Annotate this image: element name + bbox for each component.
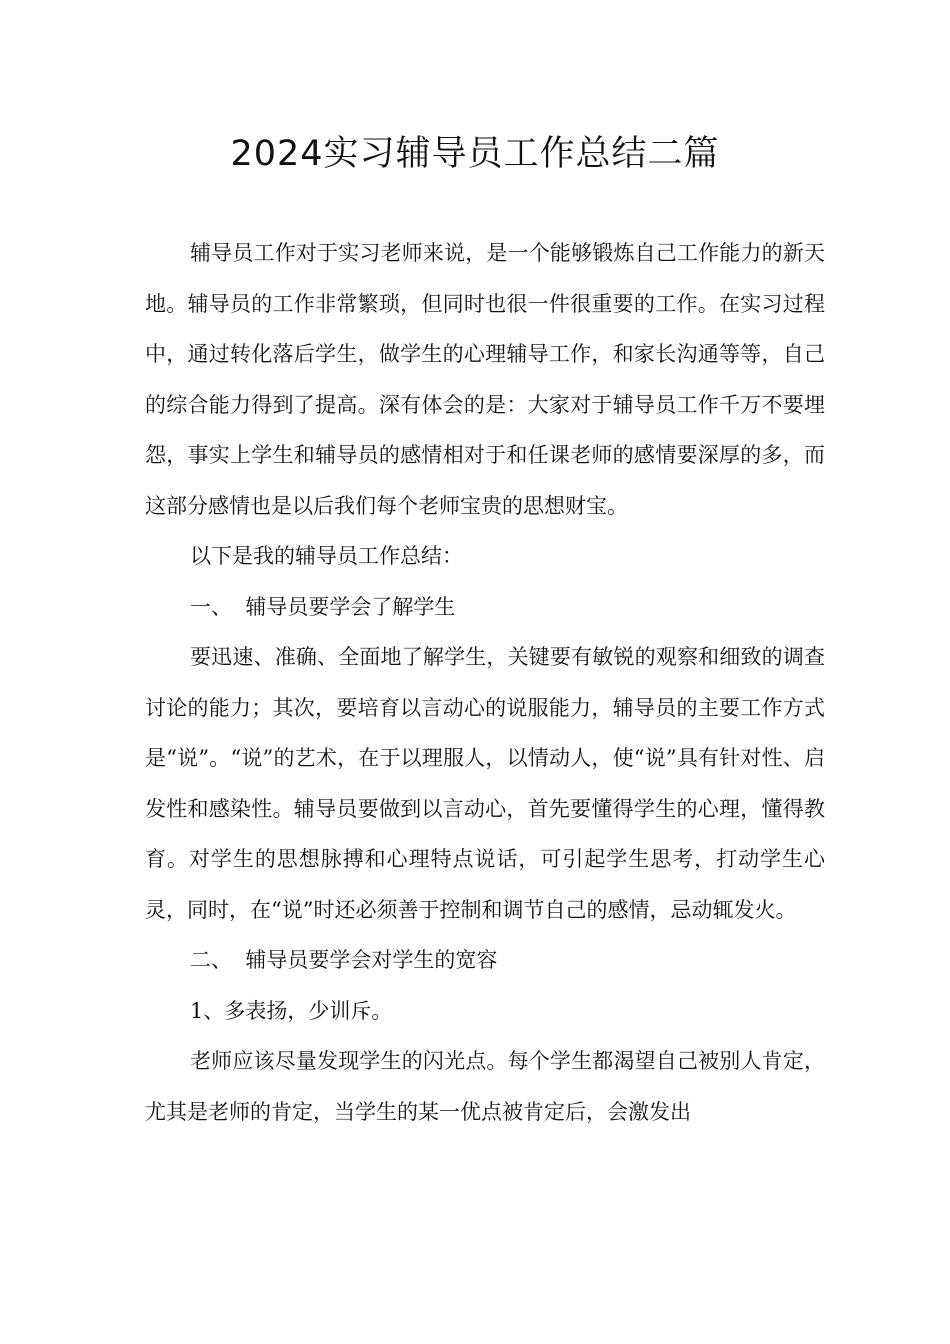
section-heading-1: 一、 辅导员要学会了解学生 bbox=[190, 594, 456, 619]
section-heading-2: 二、 辅导员要学会对学生的宽容 bbox=[190, 948, 498, 972]
paragraph-summary-lead: 以下是我的辅导员工作总结： bbox=[190, 544, 463, 568]
paragraph-understand-students: 要迅速、准确、全面地了解学生，关键要有敏锐的观察和细致的调查讨论的能力；其次，要培育以言动心的说服能力，辅导员的主要工作方式是“说”。“说”的艺术，在于以理服人，以情动人，使“说”具有针对性、启发性和感染性。辅导员要做到以言动心，首先要懂得学生的心理，懂得教育。对学生的思想脉搏和心理特点说话，可引起学生思考，打动学生心灵，同时，在“说”时还必须善于控制和调节自己的感情，忌动辄发火。 bbox=[145, 645, 825, 922]
paragraph-praise: 老师应该尽量发现学生的闪光点。每个学生都渴望自己被别人肯定，尤其是老师的肯定，当学生的某一优点被肯定后，会激发出 bbox=[145, 1049, 825, 1124]
document-title: 2024实习辅导员工作总结二篇 bbox=[230, 134, 720, 174]
document-body bbox=[145, 228, 825, 1137]
paragraph-intro: 辅导员工作对于实习老师来说，是一个能够锻炼自己工作能力的新天地。辅导员的工作非常繁琐，但同时也很一件很重要的工作。在实习过程中，通过转化落后学生，做学生的心理辅导工作，和家长沟通等等，自己的综合能力得到了提高。深有体会的是：大家对于辅导员工作千万不要埋怨，事实上学生和辅导员的感情相对于和任课老师的感情要深厚的多，而这部分感情也是以后我们每个老师宝贵的思想财宝。 bbox=[145, 241, 825, 518]
subheading-praise: 1、多表扬，少训斥。 bbox=[190, 998, 393, 1023]
